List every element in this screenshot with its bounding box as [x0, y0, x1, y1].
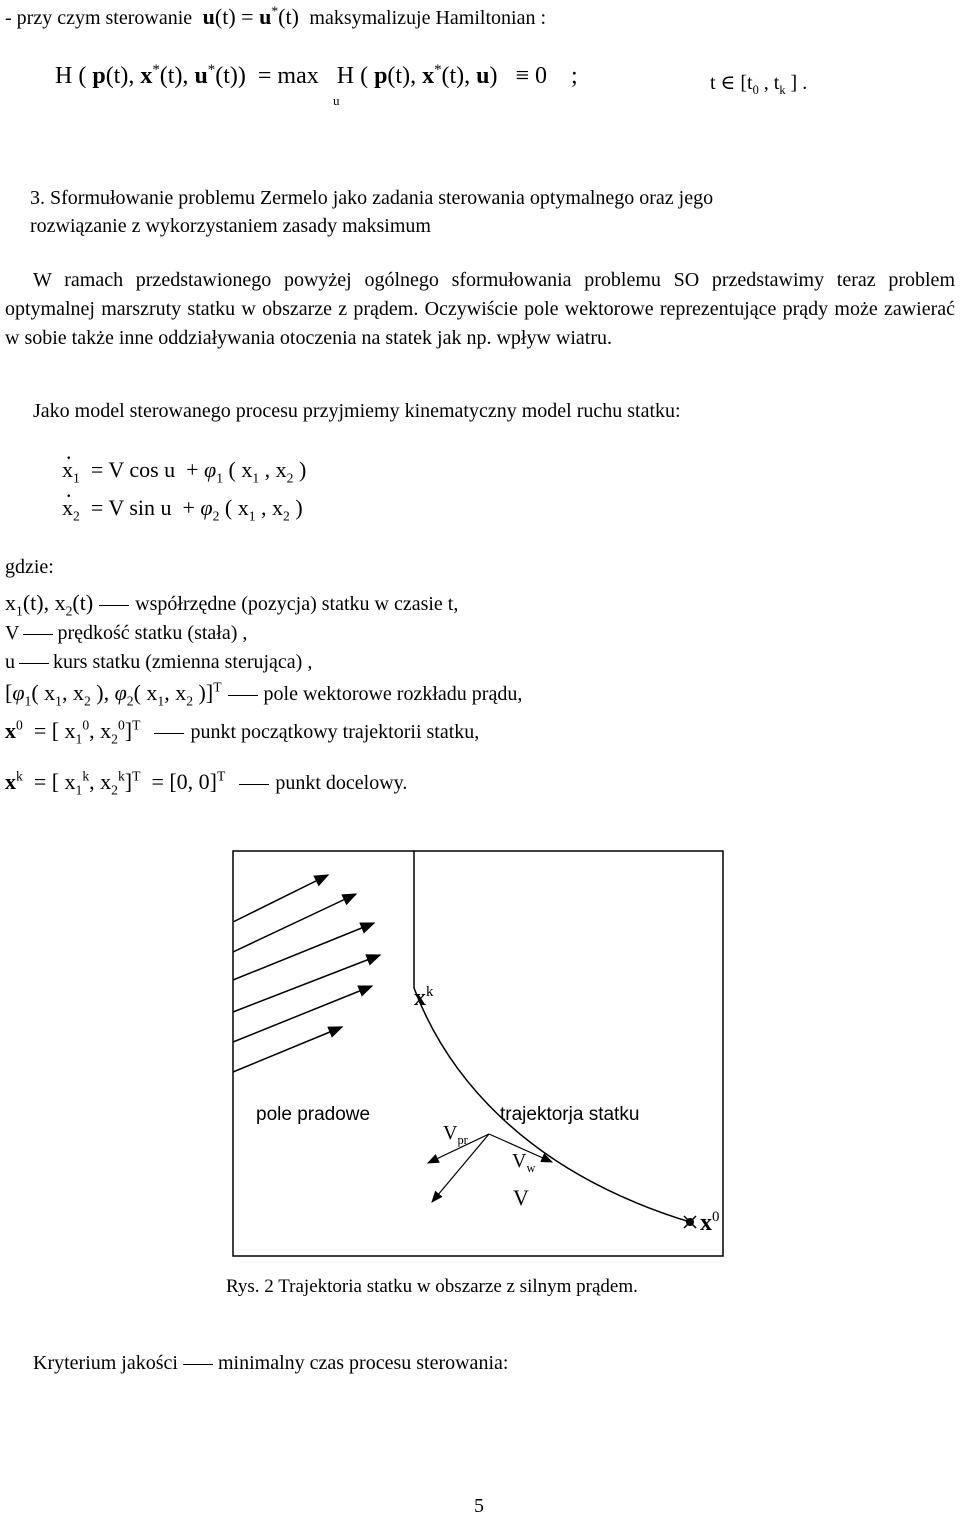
intro-line: - przy czym sterowanie u(t) = u*(t) maksymalizuje Hamiltonian :: [5, 3, 547, 29]
page-number: 5: [474, 1495, 484, 1517]
gdzie-label: gdzie:: [5, 556, 54, 578]
def-course: u kurs statku (zmienna sterująca) ,: [5, 651, 313, 673]
current-arrow: [233, 1027, 342, 1072]
label-start-x: $x^0$: [700, 1209, 720, 1236]
paragraph-model: Jako model sterowanego procesu przyjmiemy kinematyczny model ruchu statku:: [33, 400, 681, 422]
current-arrow: [233, 955, 380, 1012]
def-coordinates: $x_1(t)$, $x_2(t)$ współrzędne (pozycja) statku w czasie t,: [5, 590, 459, 619]
state-equation-2: x $._2 = V$ $\sin u + \varphi_2$ ( $x_1$ , $x_2$ ): [62, 495, 303, 521]
figure-caption: Rys. 2 Trajektoria statku w obszarze z silnym prądem.: [226, 1276, 638, 1297]
label-trajectory: trajektorja statku: [500, 1104, 640, 1125]
def-start-point: $x^0$ = [ $x_1^0$, $x_2^0]^T$ punkt początkowy trajektorii statku,: [5, 717, 480, 747]
label-target-x: $x^k$: [414, 984, 434, 1011]
label-v: V: [513, 1185, 529, 1210]
label-vw: $V_w$: [512, 1150, 536, 1175]
def-current-field: [$\varphi_1$( $x_1$, $x_2$ ), $\varphi_2$( $x_1$, $x_2$ )]$^T$ pole wektorowe rozkładu prądu,: [5, 679, 523, 709]
figure-frame: [233, 851, 723, 1256]
max-subscript: u: [333, 93, 340, 108]
label-vpr: $V_{pr}$: [443, 1122, 468, 1147]
state-equation-1: x $._1 = V$ $\cos u + \varphi_1$ ( $x_1$ , $x_2$ ): [62, 457, 306, 483]
current-arrow: [233, 986, 372, 1042]
time-interval: t ∈ [$t_0$ , $t_k$ ] .: [710, 72, 808, 97]
current-arrow: [233, 875, 328, 922]
current-arrow: [233, 894, 356, 952]
def-velocity: V prędkość statku (stała) ,: [5, 622, 248, 644]
label-current-field: pole pradowe: [256, 1104, 371, 1125]
def-target-point: $x^k$ = [ $x_1^k$, $x_2^k]^T = [0$, 0]$^T$ punkt docelowy.: [5, 768, 408, 798]
criterion-line: Kryterium jakości minimalny czas procesu sterowania:: [33, 1352, 509, 1374]
paragraph-intro: W ramach przedstawionego powyżej ogólnego sformułowania problemu SO przedstawimy teraz problem optymalnej marszruty statku w obszarze z prądem. Oczywiście pole wektorowe reprezentujące prądy może zawierać w sobie także inne oddziaływania otoczenia na statek jak np. wpływ wiatru.: [5, 269, 955, 349]
section-heading-2: rozwiązanie z wykorzystaniem zasady maksimum: [30, 215, 431, 237]
hamiltonian-equation: H ( p(t), x*(t), u*(t)) = max H ( p(t), x*(t), u) ≡ 0 ;: [55, 62, 578, 89]
section-heading-1: 3. Sformułowanie problemu Zermelo jako zadania sterowania optymalnego oraz jego: [30, 187, 714, 209]
current-arrow: [233, 923, 374, 980]
